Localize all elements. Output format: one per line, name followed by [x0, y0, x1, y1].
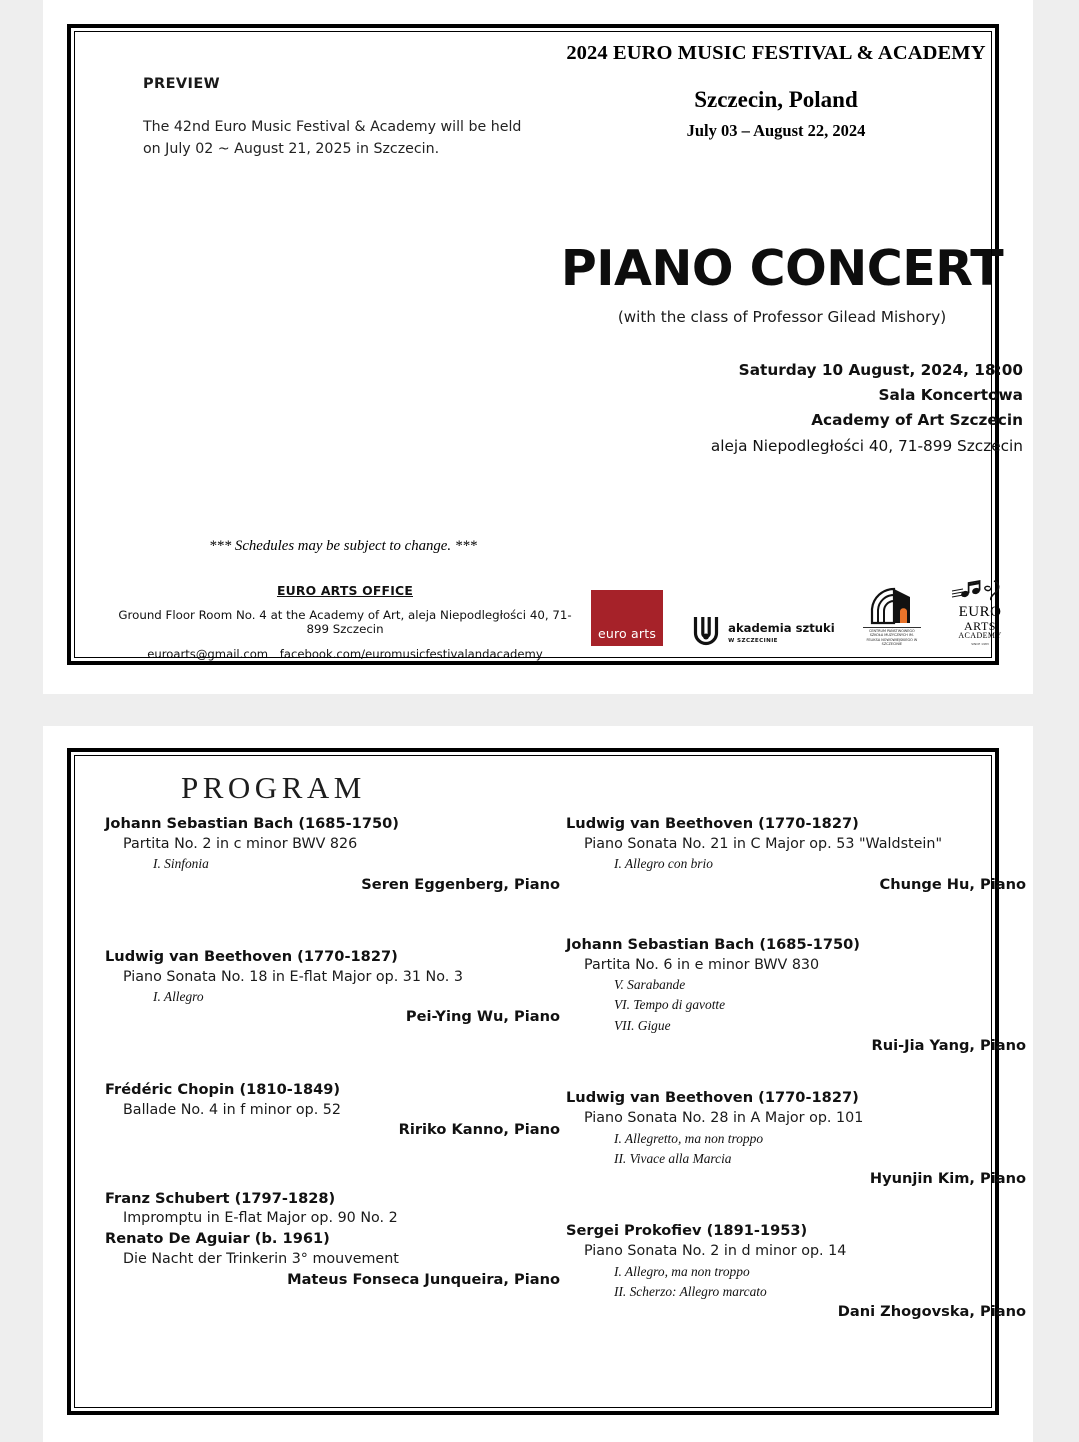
festival-title: 2024 EURO MUSIC FESTIVAL & ACADEMY	[566, 42, 986, 64]
program-composer: Renato De Aguiar (b. 1961)	[105, 1230, 330, 1248]
program-entry	[105, 947, 560, 1028]
program-work: Piano Sonata No. 21 in C Major op. 53 "Waldstein"	[584, 835, 943, 852]
program-composer: Johann Sebastian Bach (1685-1750)	[105, 815, 399, 832]
program-composer: Ludwig van Beethoven (1770-1827)	[566, 815, 859, 832]
office-title: EURO ARTS OFFICE	[276, 583, 413, 598]
schedule-notice: *** Schedules may be subject to change. ***	[209, 538, 477, 554]
eaa-line-since: SINCE 1983	[971, 642, 989, 646]
venue-institution: Academy of Art Szczecin	[811, 411, 1023, 430]
eaa-line-euro: EURO	[958, 603, 1002, 620]
office-facebook[interactable]: facebook.com/euromusicfestivalandacademy	[279, 647, 543, 661]
euro-arts-logo	[591, 590, 663, 646]
program-heading: PROGRAM	[181, 770, 366, 805]
concert-title-block	[541, 240, 1023, 327]
office-links	[111, 647, 579, 661]
program-movement: I. Sinfonia	[153, 856, 209, 872]
program-entry	[566, 1221, 1026, 1322]
program-work: Piano Sonata No. 18 in E-flat Major op. 31 No. 3	[123, 968, 463, 985]
euro-arts-logo-label: euro arts	[597, 626, 657, 641]
festival-dates: July 03 – August 22, 2024	[686, 121, 866, 140]
office-address: Ground Floor Room No. 4 at the Academy of Art, aleja Niepodległości 40, 71-899 Szczecin	[118, 608, 572, 636]
program-performer: Hyunjin Kim, Piano	[869, 1169, 1026, 1187]
program-performer: Pei-Ying Wu, Piano	[405, 1008, 560, 1026]
program-performer: Mateus Fonseca Junqueira, Piano	[287, 1270, 560, 1288]
akademia-name: akademia sztuki	[728, 620, 835, 635]
poster-page-1	[43, 0, 1033, 694]
page-1-border	[67, 24, 1023, 665]
program-composer: Frédéric Chopin (1810-1849)	[105, 1080, 341, 1098]
program-entry	[566, 814, 1026, 895]
akademia-sztuki-logo	[691, 614, 835, 646]
akademia-logo-text	[728, 617, 835, 644]
program-performer: Chunge Hu, Piano	[879, 875, 1026, 893]
program-composer: Johann Sebastian Bach (1685-1750)	[566, 935, 860, 953]
preview-line-2: on July 02 ~ August 21, 2025 in Szczecin.	[143, 141, 440, 157]
program-work: Ballade No. 4 in f minor op. 52	[123, 1101, 341, 1118]
festival-header	[541, 42, 1011, 141]
program-work: Piano Sonata No. 2 in d minor op. 14	[584, 1242, 847, 1259]
festival-city: Szczecin, Poland	[694, 87, 858, 112]
program-entry	[105, 1189, 560, 1290]
venue-datetime: Saturday 10 August, 2024, 18:00	[738, 361, 1023, 379]
euro-arts-academy-logo	[949, 579, 1011, 646]
program-movement: VII. Gigue	[614, 1017, 671, 1033]
program-entry	[566, 935, 1026, 1056]
program-performer: Rui-Jia Yang, Piano	[871, 1036, 1026, 1054]
eaa-line-academy: ACADEMY	[958, 631, 1002, 641]
music-notes-icon	[950, 586, 1010, 605]
arch-building-icon	[863, 587, 921, 625]
poster-page-2	[43, 726, 1033, 1442]
music-school-logo	[863, 587, 921, 646]
program-composer: Franz Schubert (1797-1828)	[105, 1189, 336, 1207]
preview-body	[143, 116, 543, 160]
program-movement: I. Allegretto, ma non troppo	[614, 1130, 764, 1146]
program-composer: Ludwig van Beethoven (1770-1827)	[566, 1089, 859, 1107]
program-left-column	[105, 814, 560, 1290]
akademia-city: W SZCZECINIE	[728, 637, 778, 644]
program-work: Partita No. 6 in e minor BWV 830	[584, 956, 820, 973]
program-movement: I. Allegro con brio	[614, 856, 713, 872]
page-2-border	[67, 748, 1026, 1415]
program-performer: Dani Zhogovska, Piano	[837, 1302, 1026, 1320]
venue-hall: Sala Koncertowa	[878, 386, 1023, 405]
concert-title: PIANO CONCERT	[560, 240, 1004, 297]
office-block	[111, 583, 579, 661]
program-composer: Ludwig van Beethoven (1770-1827)	[105, 947, 398, 965]
program-entry	[566, 1088, 1026, 1189]
program-performer: Ririko Kanno, Piano	[398, 1121, 560, 1139]
preview-block	[143, 76, 543, 160]
program-right-column	[566, 814, 1026, 1322]
program-movement: I. Allegro	[153, 989, 204, 1005]
eaa-line-arts: ARTS	[964, 618, 996, 633]
program-entry	[105, 1080, 560, 1141]
concert-subtitle: (with the class of Professor Gilead Mishory)	[617, 308, 947, 327]
program-movement: II. Scherzo: Allegro marcato	[614, 1283, 767, 1299]
program-movement: I. Allegro, ma non troppo	[614, 1263, 750, 1279]
program-movement: II. Vivace alla Marcia	[614, 1150, 732, 1166]
program-work: Partita No. 2 in c minor BWV 826	[123, 835, 358, 852]
program-performer: Seren Eggenberg, Piano	[361, 875, 560, 893]
akademia-mark-icon	[691, 614, 721, 646]
sponsor-logos	[591, 576, 1011, 646]
program-movement: VI. Tempo di gavotte	[614, 997, 726, 1013]
program-work: Impromptu in E-flat Major op. 90 No. 2	[123, 1210, 398, 1227]
program-movement: V. Sarabande	[614, 977, 686, 993]
program-work: Die Nacht der Trinkerin 3° mouvement	[123, 1250, 399, 1267]
preview-line-1: The 42nd Euro Music Festival & Academy will be held	[143, 119, 522, 135]
venue-address: aleja Niepodległości 40, 71-899 Szczecin	[710, 436, 1023, 455]
venue-block	[541, 358, 1023, 459]
office-email[interactable]: euroarts@gmail.com	[147, 647, 269, 661]
music-school-caption: CENTRUM PAŃSTWOWEGO SZKOŁA MUZYCZNYCH IM. FELIKSA NOWOWIEJSKIEGO W SZCZECINIE	[863, 627, 921, 646]
program-work: Piano Sonata No. 28 in A Major op. 101	[584, 1109, 864, 1126]
preview-title: PREVIEW	[143, 76, 221, 92]
program-composer: Sergei Prokofiev (1891-1953)	[566, 1222, 808, 1240]
program-entry	[105, 814, 560, 895]
page-separator	[0, 694, 1079, 726]
program-columns	[71, 814, 1026, 1411]
